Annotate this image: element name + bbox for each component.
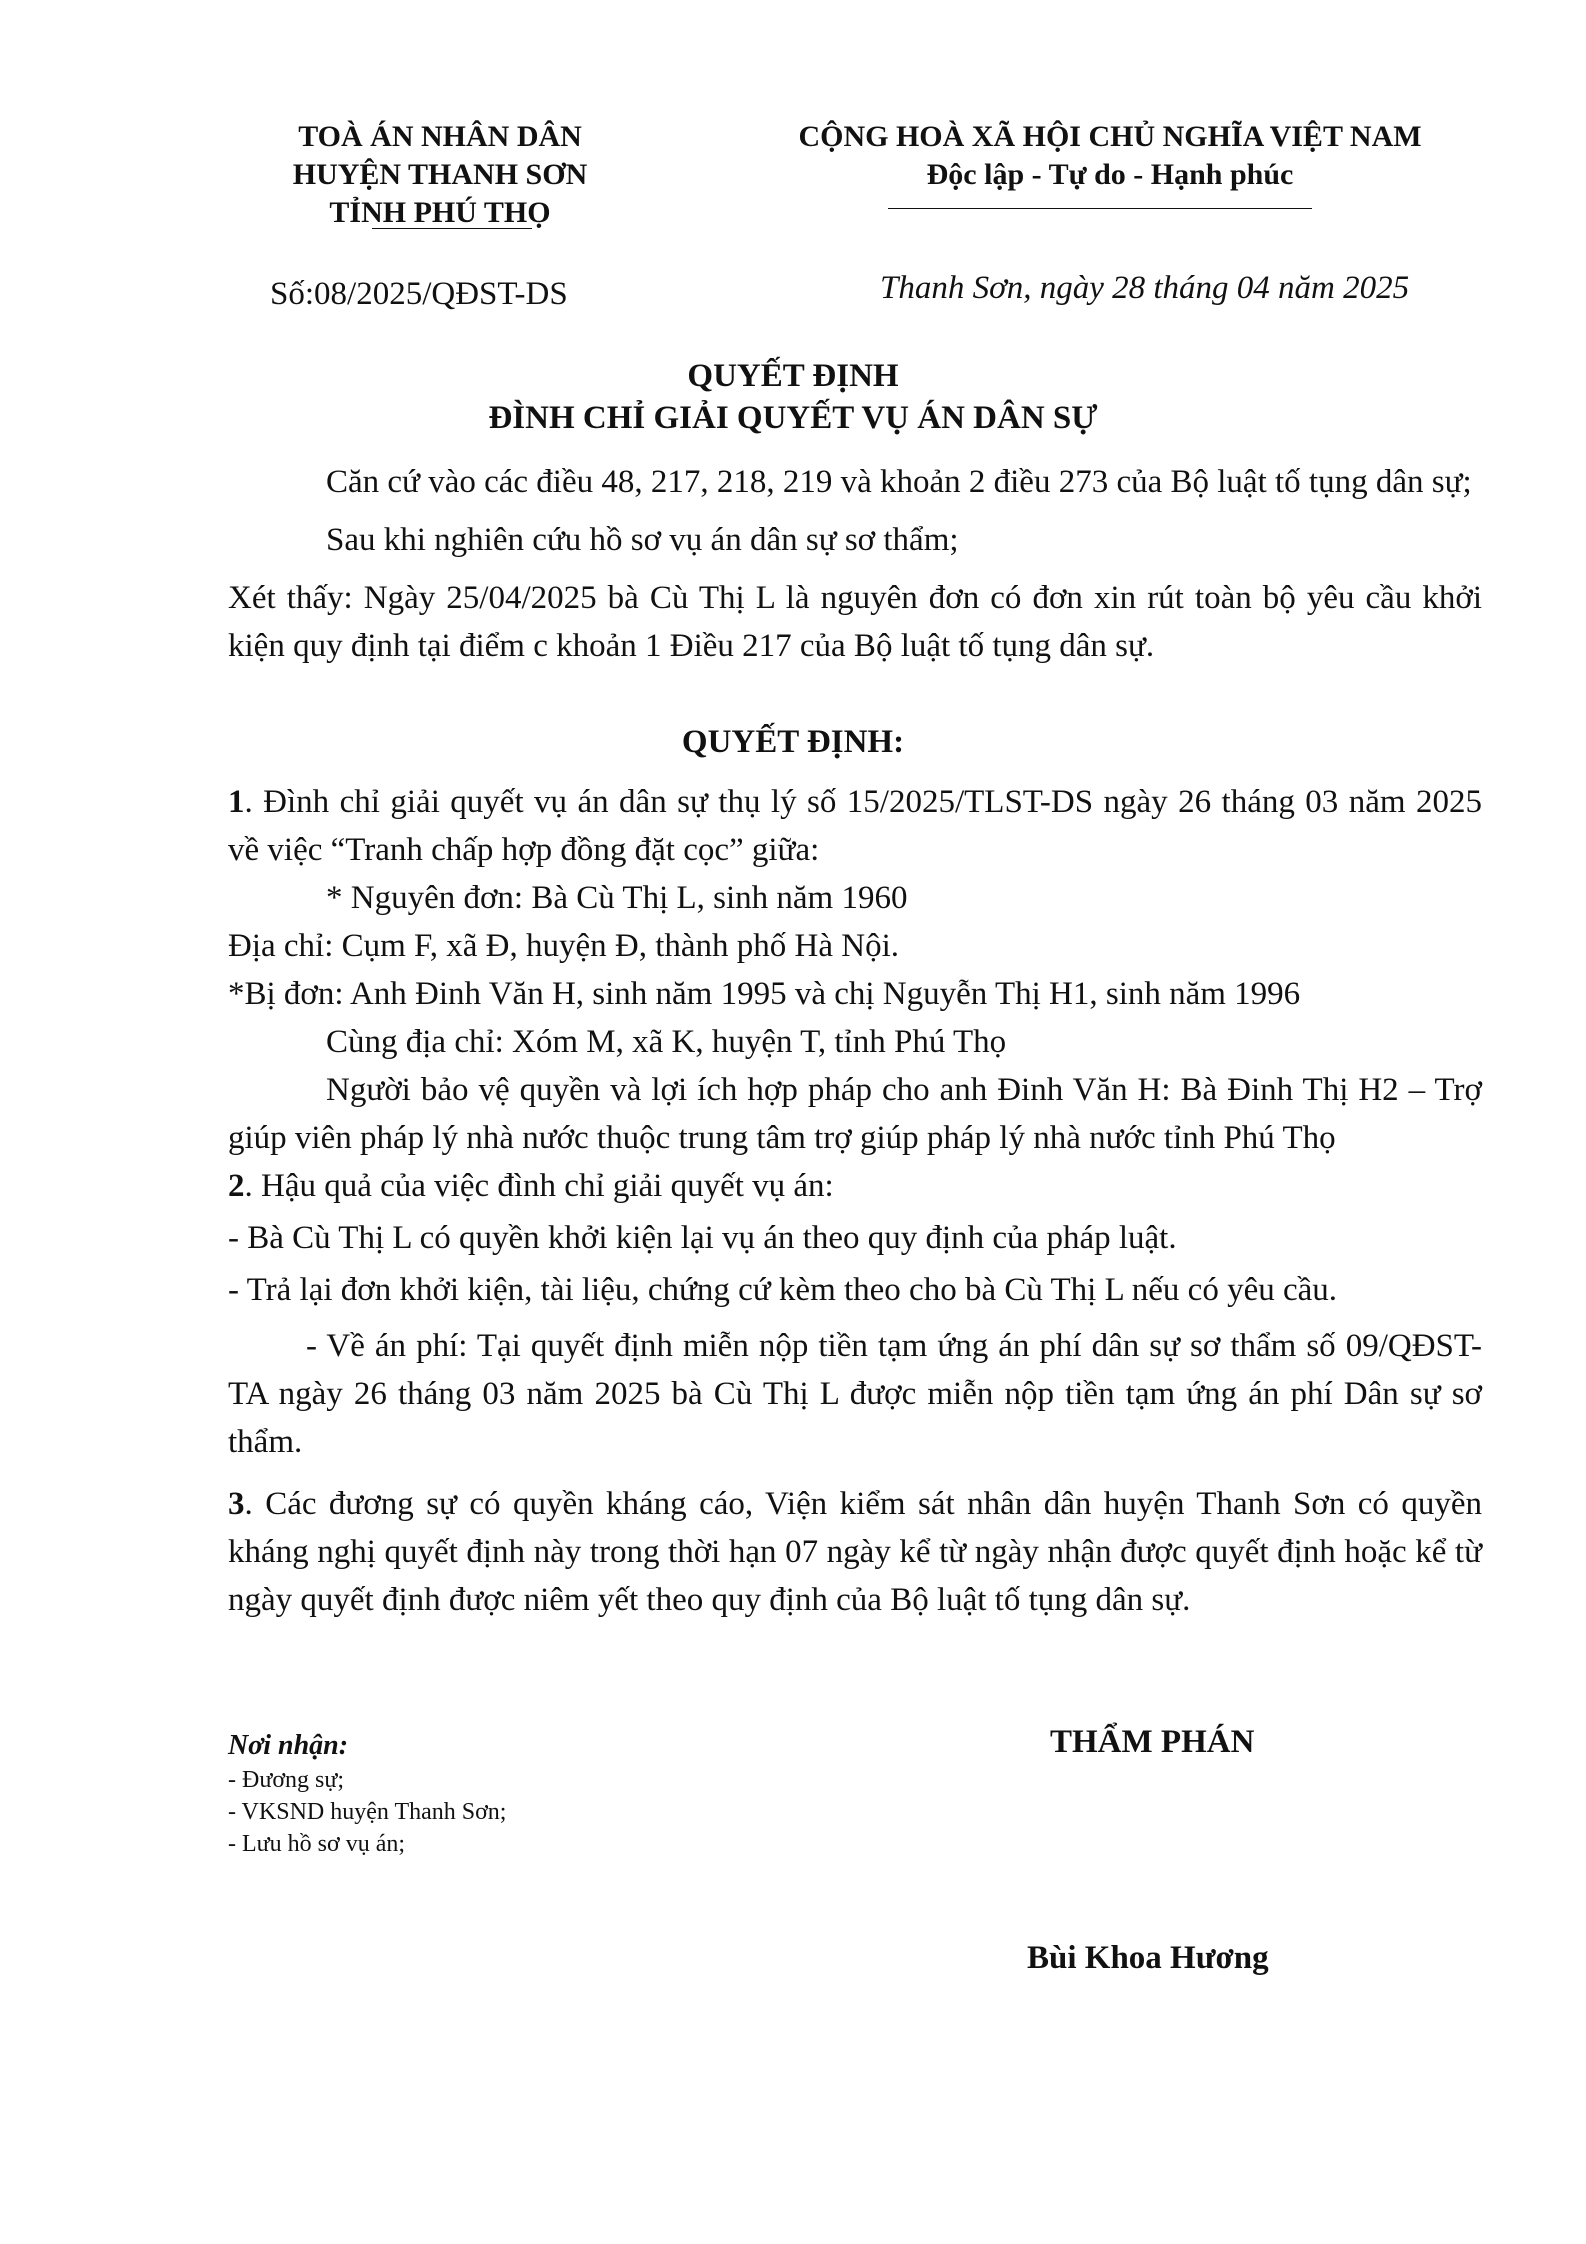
item-1-number: 1 <box>228 784 245 820</box>
decision-body <box>228 778 1482 1624</box>
item-1-text: . Đình chỉ giải quyết vụ án dân sự thụ lý số 15/2025/TLST-DS ngày 26 tháng 03 năm 2025 về việc “Tranh chấp hợp đồng đặt cọc” giữa: <box>228 784 1482 868</box>
national-motto: Độc lập - Tự do - Hạnh phúc <box>926 158 1294 191</box>
legal-basis: Căn cứ vào các điều 48, 217, 218, 219 và khoản 2 điều 273 của Bộ luật tố tụng dân sự; <box>326 464 1472 500</box>
recipients-heading: Nơi nhận: <box>228 1730 349 1761</box>
review-statement: Sau khi nghiên cứu hồ sơ vụ án dân sự sơ thẩm; <box>326 522 959 558</box>
decision-heading: QUYẾT ĐỊNH: <box>681 724 905 760</box>
defendant: *Bị đơn: Anh Đinh Văn H, sinh năm 1995 và chị Nguyễn Thị H1, sinh năm 1996 <box>228 976 1301 1012</box>
item-2 <box>228 1162 1482 1210</box>
item-1 <box>228 778 1482 874</box>
item-3-text: . Các đương sự có quyền kháng cáo, Viện kiểm sát nhân dân huyện Thanh Sơn có quyền kháng nghị quyết định này trong thời hạn 07 ngày kể từ ngày nhận được quyết định hoặc kể từ ngày quyết định được niêm yết theo quy định của Bộ luật tố tụng dân sự. <box>228 1486 1482 1618</box>
document-title: QUYẾT ĐỊNH <box>687 358 899 394</box>
plaintiff-address: Địa chỉ: Cụm F, xã Đ, huyện Đ, thành phố Hà Nội. <box>228 928 900 964</box>
item-3 <box>228 1480 1482 1624</box>
plaintiff: * Nguyên đơn: Bà Cù Thị L, sinh năm 1960 <box>326 880 908 916</box>
consequence-1: - Bà Cù Thị L có quyền khởi kiện lại vụ án theo quy định của pháp luật. <box>228 1220 1177 1256</box>
national-motto-block <box>760 118 1460 194</box>
place-and-date: Thanh Sơn, ngày 28 tháng 04 năm 2025 <box>880 270 1410 306</box>
motto-underline <box>888 208 1312 209</box>
signature-role: THẨM PHÁN <box>1050 1724 1255 1760</box>
consequence-2: - Trả lại đơn khởi kiện, tài liệu, chứng cứ kèm theo cho bà Cù Thị L nếu có yêu cầu. <box>228 1272 1338 1308</box>
consideration: Xét thấy: Ngày 25/04/2025 bà Cù Thị L là nguyên đơn có đơn xin rút toàn bộ yêu cầu khởi kiện quy định tại điểm c khoản 1 Điều 217 của Bộ luật tố tụng dân sự. <box>228 580 1482 664</box>
court-underline <box>372 228 532 229</box>
court-name-line2: HUYỆN THANH SƠN <box>292 158 588 191</box>
recipient-item: - VKSND huyện Thanh Sơn; <box>228 1799 507 1825</box>
protector: Người bảo vệ quyền và lợi ích hợp pháp cho anh Đinh Văn H: Bà Đinh Thị H2 – Trợ giúp viên pháp lý nhà nước thuộc trung tâm trợ giúp pháp lý nhà nước tỉnh Phú Thọ <box>228 1072 1482 1156</box>
document-subtitle: ĐÌNH CHỈ GIẢI QUYẾT VỤ ÁN DÂN SỰ <box>488 400 1098 436</box>
document-number: Số:08/2025/QĐST-DS <box>270 276 568 312</box>
court-name-line1: TOÀ ÁN NHÂN DÂN <box>298 120 582 153</box>
nation-name: CỘNG HOÀ XÃ HỘI CHỦ NGHĨA VIỆT NAM <box>798 120 1422 153</box>
consequence-3: - Về án phí: Tại quyết định miễn nộp tiền tạm ứng án phí dân sự sơ thẩm số 09/QĐST-TA ngày 26 tháng 03 năm 2025 bà Cù Thị L được miễn nộp tiền tạm ứng án phí Dân sự sơ thẩm. <box>228 1328 1482 1460</box>
item-2-number: 2 <box>228 1168 245 1204</box>
recipient-item: - Lưu hồ sơ vụ án; <box>228 1831 406 1857</box>
item-3-number: 3 <box>228 1486 245 1522</box>
item-2-text: . Hậu quả của việc đình chỉ giải quyết vụ án: <box>244 1168 834 1204</box>
signer-name: Bùi Khoa Hương <box>1027 1940 1269 1976</box>
defendant-address: Cùng địa chỉ: Xóm M, xã K, huyện T, tỉnh Phú Thọ <box>326 1024 1007 1060</box>
court-name-line3: TỈNH PHÚ THỌ <box>329 196 551 229</box>
recipients-block <box>228 1728 748 1860</box>
court-name-block <box>230 118 650 232</box>
recipient-item: - Đương sự; <box>228 1767 345 1793</box>
preamble <box>228 458 1482 670</box>
